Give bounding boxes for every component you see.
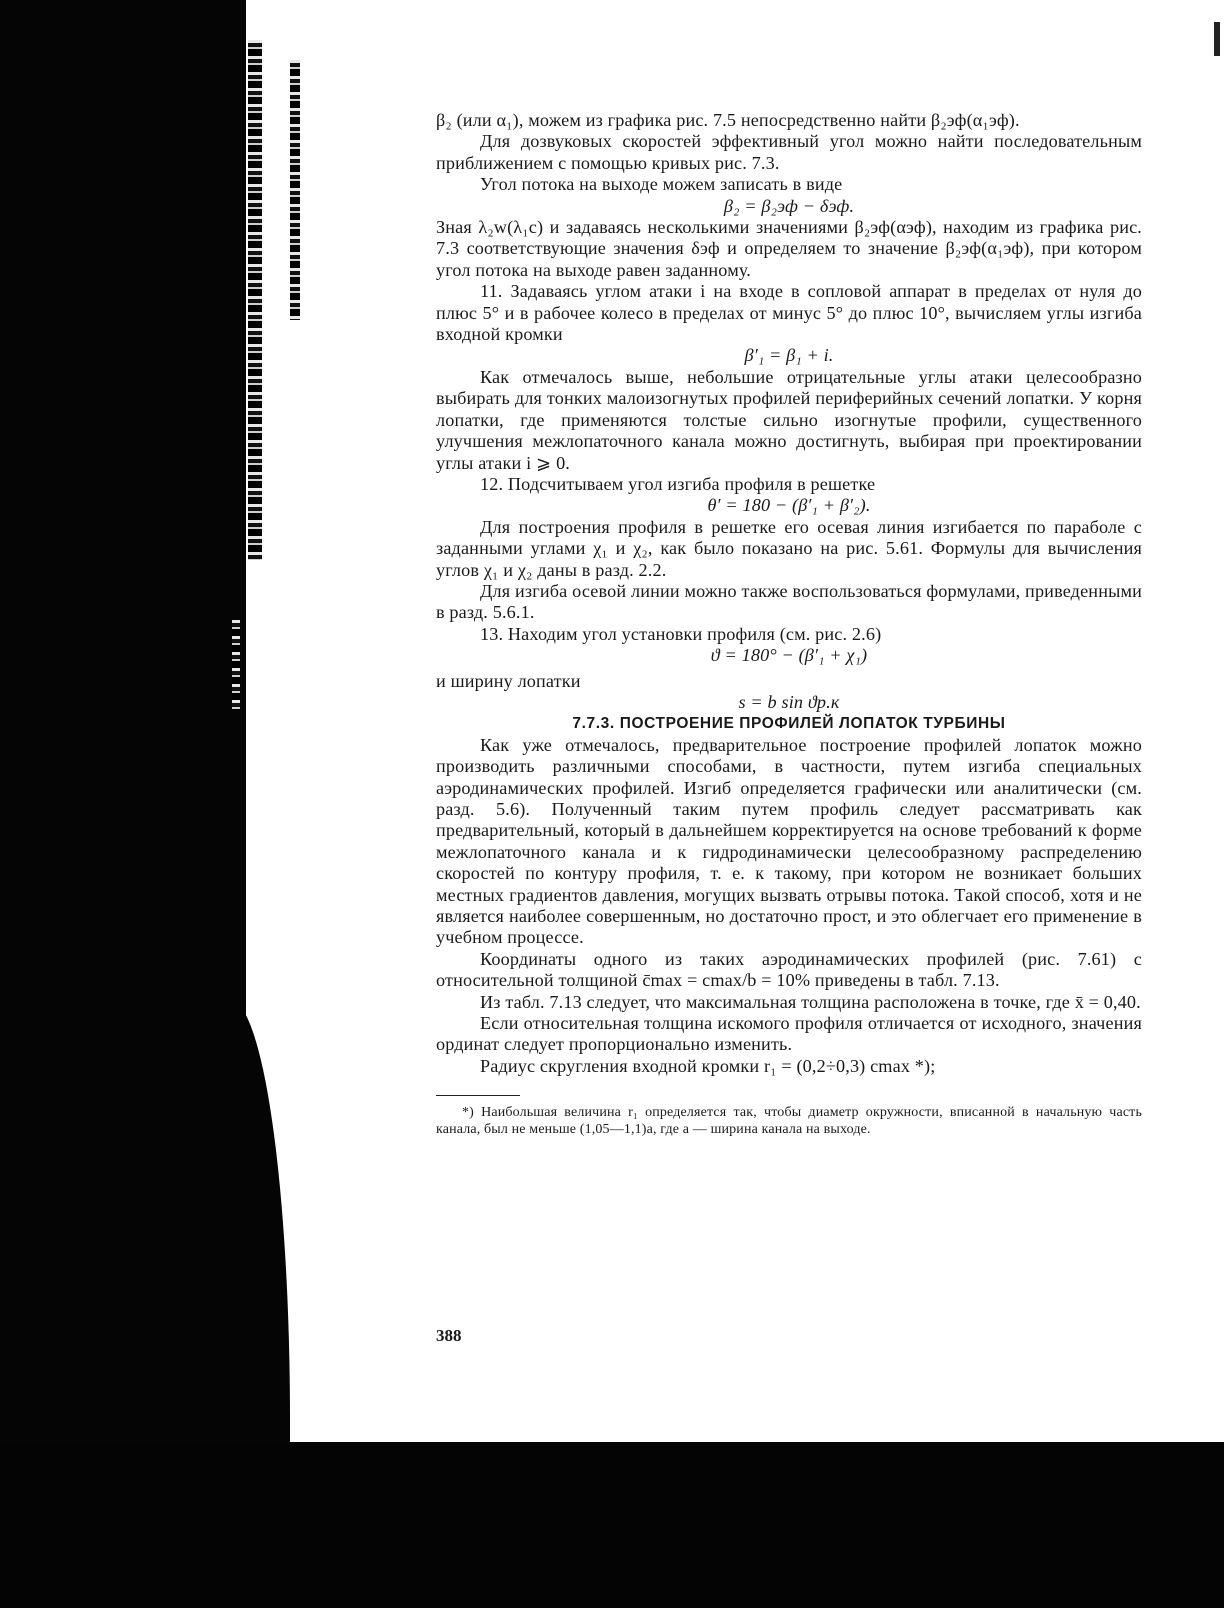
paragraph-2: Для дозвуковых скоростей эффективный угол можно найти последовательным приближением с помощью кривых рис. 7.3. [436, 131, 1142, 173]
paragraph-8: Для построения профиля в решетке его осевая линия изгибается по параболе с заданными углами χ₁ и χ₂, как было показано на рис. 5.61. Формулы для вычисления углов χ₁ и χ₂ даны в разд. 2.2. [436, 516, 1142, 580]
page-body [436, 110, 1142, 1138]
scan-edge-mark [1214, 22, 1220, 56]
paragraph-4: Зная λ₂w(λ₁c) и задаваясь несколькими значениями β₂эф(αэф), находим из графика рис. 7.3 соответствующие значения δэф и определяем то значение β₂эф(α₁эф), при котором угол потока на выходе равен заданному. [436, 217, 1142, 280]
formula-blade-width: s = b sin ϑр.к [738, 691, 840, 712]
paragraph-15: Если относительная толщина искомого профиля отличается от исходного, значения ординат следует пропорционально изменить. [436, 1013, 1142, 1055]
paragraph-14: Из табл. 7.13 следует, что максимальная толщина расположена в точке, где x̄ = 0,40. [480, 991, 1141, 1012]
paragraph-16: Радиус скругления входной кромки r₁ = (0,2÷0,3) cmax *); [480, 1055, 936, 1076]
scan-binding-stripe-3 [232, 620, 240, 710]
paragraph-13: Координаты одного из таких аэродинамических профилей (рис. 7.61) с относительной толщиной c̄max = cmax/b = 10% приведены в табл. 7.13. [436, 948, 1142, 991]
paragraph-5: 11. Задаваясь углом атаки i на входе в сопловой аппарат в пределах от нуля до плюс 5° и в рабочее колесо в пределах от минус 5° до плюс 10°, вычисляем углы изгиба входной кромки [436, 281, 1142, 345]
paragraph-7: 12. Подсчитываем угол изгиба профиля в решетке [480, 473, 876, 494]
section-heading: 7.7.3. ПОСТРОЕНИЕ ПРОФИЛЕЙ ЛОПАТОК ТУРБИНЫ [572, 715, 1006, 733]
scan-page-curve [200, 1000, 290, 1460]
footnote-rule [436, 1095, 520, 1096]
paragraph-10: 13. Находим угол установки профиля (см. рис. 2.6) [480, 623, 882, 644]
paragraph-6: Как отмечалось выше, небольшие отрицательные углы атаки целесообразно выбирать для тонких малоизогнутых профилей периферийных сечений лопатки. У корня лопатки, где применяются толстые сильно изогнутые профили, существенного улучшения межлопаточного канала можно достигнуть, выбирая при проектировании углы атаки i ⩾ 0. [436, 366, 1142, 473]
footnote: *) Наибольшая величина r₁ определяется так, чтобы диаметр окружности, вписанной в начальную часть канала, был не меньше (1,05—1,1)a, где a — ширина канала на выходе. [436, 1105, 1142, 1138]
paragraph-11: и ширину лопатки [436, 670, 581, 691]
scan-binding-stripe-2 [290, 60, 300, 320]
paragraph-9: Для изгиба осевой линии можно также воспользоваться формулами, приведенными в разд. 5.6.1. [436, 580, 1142, 623]
paragraph-12: Как уже отмечалось, предварительное построение профилей лопаток можно производить различными способами, в частности, путем изгиба специальных аэродинамических профилей. Изгиб определяется графически или аналитически (см. разд. 5.6). Полученный таким путем профиль следует рассматривать как предварительный, который в дальнейшем корректируется на основе требований к форме межлопаточного канала и к гидродинамически целесообразному распределению скоростей по контуру профиля, т. е. к такому, при котором не возникает больших местных градиентов давления, могущих вызвать отрывы потока. Такой способ, хотя и не является наиболее совершенным, но достаточно прост, и это облегчает его применение в учебном процессе. [436, 734, 1142, 948]
scan-dark-border-bottom [0, 1442, 1224, 1608]
page-number: 388 [436, 1326, 462, 1345]
paragraph-1: β₂ (или α₁), можем из графика рис. 7.5 непосредственно найти β₂эф(α₁эф). [436, 110, 1020, 130]
formula-beta1-prime: β′₁ = β₁ + i. [744, 345, 834, 366]
formula-theta-prime: θ′ = 180 − (β′₁ + β′₂). [707, 495, 871, 516]
scan-binding-stripe [248, 40, 262, 560]
formula-setting-angle: ϑ = 180° − (β′₁ + χ₁) [710, 645, 868, 666]
formula-beta2: β₂ = β₂эф − δэф. [723, 195, 855, 216]
paragraph-3: Угол потока на выходе можем записать в виде [480, 174, 843, 195]
